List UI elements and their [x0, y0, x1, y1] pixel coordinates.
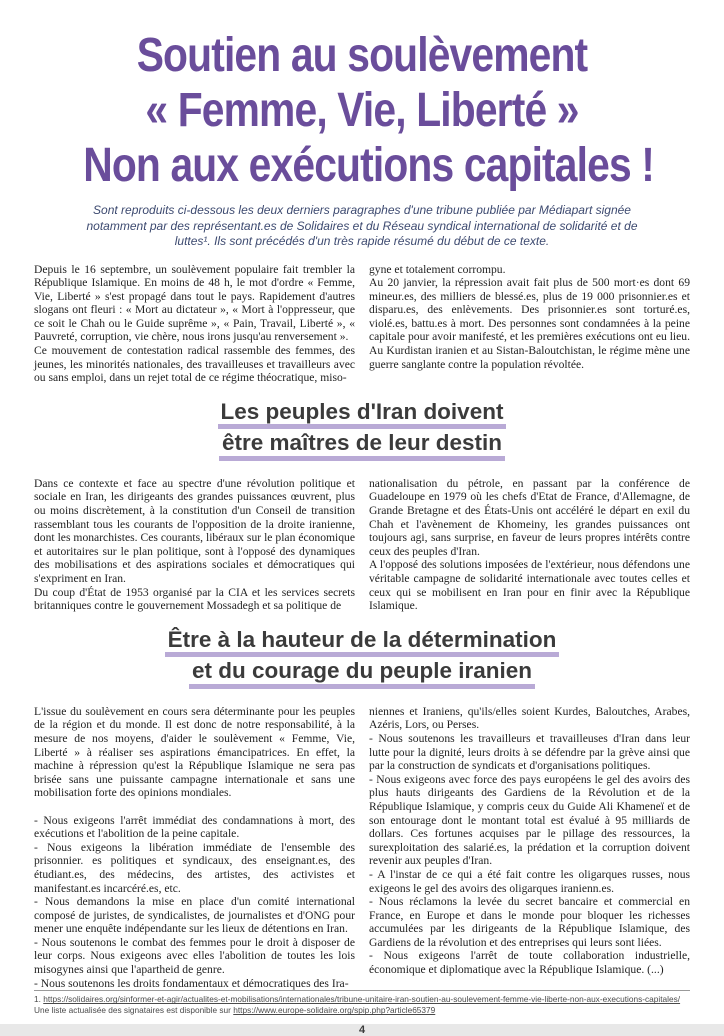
footnote-link-europe-solidaire[interactable]: https://www.europe-solidaire.org/spip.php?article65379: [233, 1005, 436, 1016]
body-paragraph: - Nous exigeons l'arrêt immédiat des condamnations à mort, des exécutions et l'abolition de la peine capitale.: [34, 813, 355, 841]
section-hauteur-column-right: [369, 705, 690, 990]
section-resume: [34, 263, 690, 385]
body-paragraph: - Nous soutenons les travailleurs et travailleuses d'Iran dans leur lutte pour la dignité, leurs droits à se défendre par la grève ainsi que par la construction de syndicats et d'organisations politiques.: [369, 731, 690, 773]
section-peuples-column-left: [34, 477, 355, 613]
footnote-link-solidaires[interactable]: https://solidaires.org/sinformer-et-agir/actualites-et-mobilisations/internationales/tribune-unitaire-iran-soutien-au-soulevement-femme-vie-liberte-non-aux-executions-capitales/: [43, 994, 681, 1005]
footnote-number: 1.: [34, 994, 44, 1005]
heading-peuples-iran: [34, 398, 690, 461]
section-peuples-iran: [34, 477, 690, 613]
section-resume-column-right: [369, 263, 690, 385]
body-paragraph: - Nous soutenons les droits fondamentaux et démocratiques des Ira-: [34, 976, 349, 990]
footnote-text: Une liste actualisée des signataires est disponible sur: [34, 1005, 234, 1016]
body-paragraph: - Nous réclamons la levée du secret bancaire et commercial en France, en Europe et dans le monde pour bloquer les richesses accumulées par les dirigeants de la République Islamique, des Gardiens de la révolution et des entreprises qui leurs sont liées.: [369, 895, 690, 949]
body-paragraph: A l'opposé des solutions imposées de l'extérieur, nous défendons une véritable campagne de solidarité internationale avec toutes celles et ceux qui se mobilisent en Iran pour en finir avec la République Islamique.: [369, 558, 690, 613]
section-hauteur-column-left: [34, 705, 355, 990]
body-paragraph: - Nous demandons la mise en place d'un comité international composé de juristes, de syndicalistes, de journalistes et d'ONG pour mener une enquête indépendante sur les lieux de détentions en Iran.: [34, 895, 355, 936]
heading-line: et du courage du peuple iranien: [189, 660, 535, 689]
page-number: 4: [358, 1024, 366, 1036]
page-title: [34, 28, 690, 193]
footnote-line-2: [34, 1005, 690, 1016]
heading-hauteur-determination: [34, 626, 690, 689]
body-paragraph: nationalisation du pétrole, en passant par la conférence de Guadeloupe en 1979 où les chefs d'Etat de France, d'Allemagne, de Grande Bretagne et des États-Unis ont accéléré le départ en exil du Chah et l'avènement de Khomeiny, les grandes puissances ont toujours agi, sans surprise, en faveur de leurs propres intérêts contre ceux des peuples d'Iran.: [369, 476, 690, 558]
title-line-2: « Femme, Vie, Liberté »: [145, 84, 579, 137]
intro-paragraph: Sont reproduits ci-dessous les deux derniers paragraphes d'une tribune publiée par Médiapart signée notamment par des représentant.es de Solidaires et du Réseau syndical international de solidarité et de luttes¹. Ils sont précédés d'un très rapide résumé du début de ce texte.: [86, 203, 638, 248]
section-hauteur-determination: [34, 705, 690, 990]
body-paragraph: - Nous soutenons le combat des femmes pour le droit à disposer de leur corps. Nous exigeons avec elles l'abolition de toutes les lois misogynes ainsi que l'apartheid de genre.: [34, 935, 355, 977]
title-line-3: Non aux exécutions capitales !: [83, 139, 655, 192]
body-paragraph: - Nous exigeons l'arrêt de toute collaboration industrielle, économique et diplomatique avec la République Islamique. (...): [369, 949, 690, 977]
body-paragraph: Depuis le 16 septembre, un soulèvement populaire fait trembler la République Islamique. En moins de 48 h, le mot d'ordre « Femme, Vie, Liberté » s'est propagé dans tout le pays. Rapidement d'autres slogans ont fleuri : « Mort au dictateur », « Mort à l'oppresseur, que ce soit le Chah ou le Guide suprême », « Pain, Travail, Liberté », « Pauvreté, corruption, vie chère, nous irons jusqu'au renversement ».: [34, 262, 355, 344]
body-paragraph: - Nous exigeons avec force des pays européens le gel des avoirs des plus hauts dirigeants des Gardiens de la Révolution et de la République Islamique, y compris ceux du Guide Ali Khameneï et de son entourage dont le montant total est évalué à 95 milliards de dollars. Ces fortunes acquises par le pillage des ressources, la surexploitation des salarié.es, la prédation et la corruption doivent revenir aux peuples d'Iran.: [369, 772, 690, 868]
body-paragraph: Ce mouvement de contestation radical rassemble des femmes, des jeunes, les minorités nationales, des travailleuses et travailleurs avec ou sans emploi, dans un rejet total de ce régime théocratique, miso-: [34, 344, 355, 385]
body-paragraph: niennes et Iraniens, qu'ils/elles soient Kurdes, Baloutches, Arabes, Azéris, Lors, ou Perses.: [369, 704, 690, 732]
body-paragraph: L'issue du soulèvement en cours sera déterminante pour les peuples de la région et du monde. Il est donc de notre responsabilité, à la mesure de nos moyens, d'aider le soulèvement « Femme, Vie, Liberté » à réaliser ses aspirations émancipatrices. En effet, la machine à répression qu'est la République Islamique ne sera pas brisée sans une puissante campagne internationale et sans une mobilisation forte des opinions mondiales.: [34, 704, 355, 800]
body-paragraph: Du coup d'État de 1953 organisé par la CIA et les services secrets britanniques contre le gouvernement Mossadegh et sa politique de: [34, 585, 355, 613]
footnote: [34, 990, 690, 1016]
body-paragraph: - Nous exigeons la libération immédiate de l'ensemble des prisonnier. es politiques et syndicaux, des enseignant.es, des étudiant.es, des médecins, des artistes, des activistes et manifestant.es incarcéré.es, etc.: [34, 840, 355, 895]
title-line-1: Soutien au soulèvement: [136, 29, 588, 82]
body-paragraph: Au 20 janvier, la répression avait fait plus de 500 mort·es dont 69 mineur.es, des milliers de blessé.es, plus de 19 000 prisonnier.es et disparu.es, des enlèvements. Des prisonnier.es sont torturé.es, violé.es, battu.es à mort. Des personnes sont condamnées à la peine capitale pour avoir manifesté, et les premières exécutions ont eu lieu. Au Kurdistan iranien et au Sistan-Baloutchistan, le régime mène une guerre sanglante contre la population révoltée.: [369, 276, 690, 371]
footnote-line-1: [34, 994, 690, 1005]
heading-line: Être à la hauteur de la détermination: [165, 629, 560, 658]
body-paragraph: - A l'instar de ce qui a été fait contre les oligarques russes, nous exigeons le gel des avoirs des oligarques iranienn.es.: [369, 867, 690, 895]
heading-line: Les peuples d'Iran doivent: [218, 401, 507, 430]
section-peuples-column-right: [369, 477, 690, 613]
heading-line: être maîtres de leur destin: [219, 432, 505, 461]
body-paragraph: gyne et totalement corrompu.: [369, 262, 506, 276]
body-paragraph: Dans ce contexte et face au spectre d'une révolution politique et sociale en Iran, les dirigeants des grandes puissances œuvrent, plus ou moins discrètement, à la constitution d'un Conseil de transition rassemblant tous les courants de l'opposition de la droite iranienne, dont les monarchistes. Ces courants, libéraux sur le plan économique et autoritaires sur le plan politique, sont à l'opposé des dynamiques des mobilisations et des aspirations sociales et démocratiques qui s'expriment en Iran.: [34, 476, 355, 585]
section-resume-column-left: [34, 263, 355, 385]
